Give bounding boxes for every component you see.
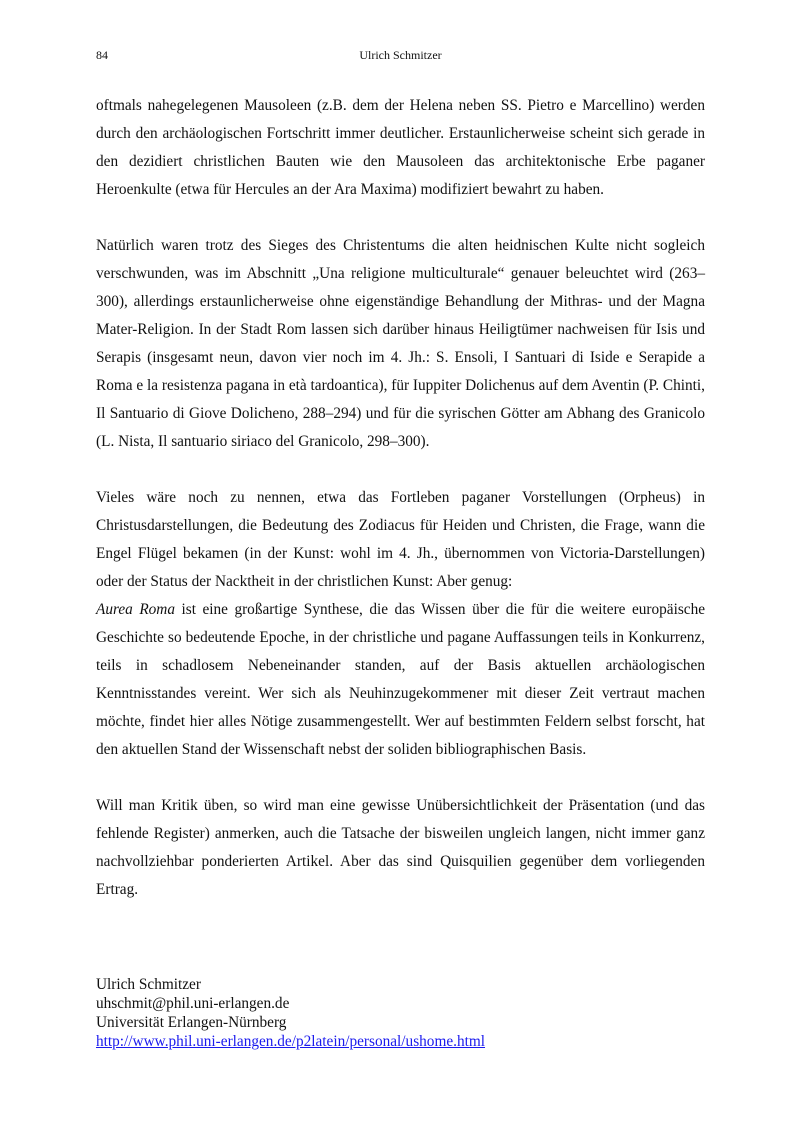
paragraph-aurea-roma-text: ist eine großartige Synthese, die das Wissen über die für die weitere europäische Geschichte so bedeutende Epoche, in der christliche und pagane Auffassungen teils in Konkurrenz, teils in schadlosem Nebeneinander standen, auf der Basis aktuellen archäologischen Kenntnisstandes vereint. Wer sich als Neuhinzugekommener mit dieser Zeit vertraut machen möchte, findet hier alles Nötige zusammengestellt. Wer auf bestimmten Feldern selbst forscht, hat den aktuellen Stand der Wissenschaft nebst der soliden bibliographischen Basis. [96, 601, 706, 758]
page-header [96, 48, 705, 66]
author-signature [96, 975, 705, 1051]
article-body [96, 92, 705, 932]
page-number: 84 [96, 48, 108, 62]
paragraph-vieles-waere: Vieles wäre noch zu nennen, etwa das Fortleben paganer Vorstellungen (Orpheus) in Christusdarstellungen, die Bedeutung des Zodiacus für Heiden und Christen, die Frage, wann die Engel Flügel bekamen (in der Kunst: wohl im 4. Jh., übernommen von Victoria-Darstellungen) oder der Status der Nacktheit in der christlichen Kunst: Aber genug: [96, 489, 705, 590]
paragraph-kritik: Will man Kritik üben, so wird man eine gewisse Unübersichtlichkeit der Präsentation (und das fehlende Register) anmerken, auch die Tatsache der bisweilen ungleich langen, nicht immer ganz nachvollziehbar ponderierten Artikel. Aber das sind Quisquilien gegenüber dem vorliegenden Ertrag. [96, 797, 705, 898]
paragraph-mausoleen: oftmals nahegelegenen Mausoleen (z.B. dem der Helena neben SS. Pietro e Marcellino) werden durch den archäologischen Fortschritt immer deutlicher. Erstaunlicherweise scheint sich gerade in den dezidiert christlichen Bauten wie den Mausoleen das architektonische Erbe paganer Heroenkulte (etwa für Hercules an der Ara Maxima) modifiziert bewahrt zu haben. [96, 97, 705, 198]
author-name: Ulrich Schmitzer [96, 976, 201, 993]
running-head-author: Ulrich Schmitzer [359, 48, 442, 62]
author-email: uhschmit@phil.uni-erlangen.de [96, 995, 290, 1012]
paragraph-aurea-roma [96, 596, 705, 764]
book-title-italic: Aurea Roma [96, 601, 176, 618]
author-institution: Universität Erlangen-Nürnberg [96, 1014, 287, 1031]
author-homepage-link[interactable]: http://www.phil.uni-erlangen.de/p2latein/personal/ushome.html [96, 1033, 486, 1050]
paragraph-heidnische-kulte: Natürlich waren trotz des Sieges des Christentums die alten heidnischen Kulte nicht sogleich verschwunden, was im Abschnitt „Una religione multiculturale“ genauer beleuchtet wird (263–300), allerdings erstaunlicherweise ohne eigenständige Behandlung der Mithras- und der Magna Mater-Religion. In der Stadt Rom lassen sich darüber hinaus Heiligtümer nachweisen für Isis und Serapis (insgesamt neun, davon vier noch im 4. Jh.: S. Ensoli, I Santuari di Iside e Serapide a Roma e la resistenza pagana in età tardoantica), für Iuppiter Dolichenus auf dem Aventin (P. Chinti, Il Santuario di Giove Dolicheno, 288–294) und für die syrischen Götter am Abhang des Granicolo (L. Nista, Il santuario siriaco del Granicolo, 298–300). [96, 237, 705, 450]
